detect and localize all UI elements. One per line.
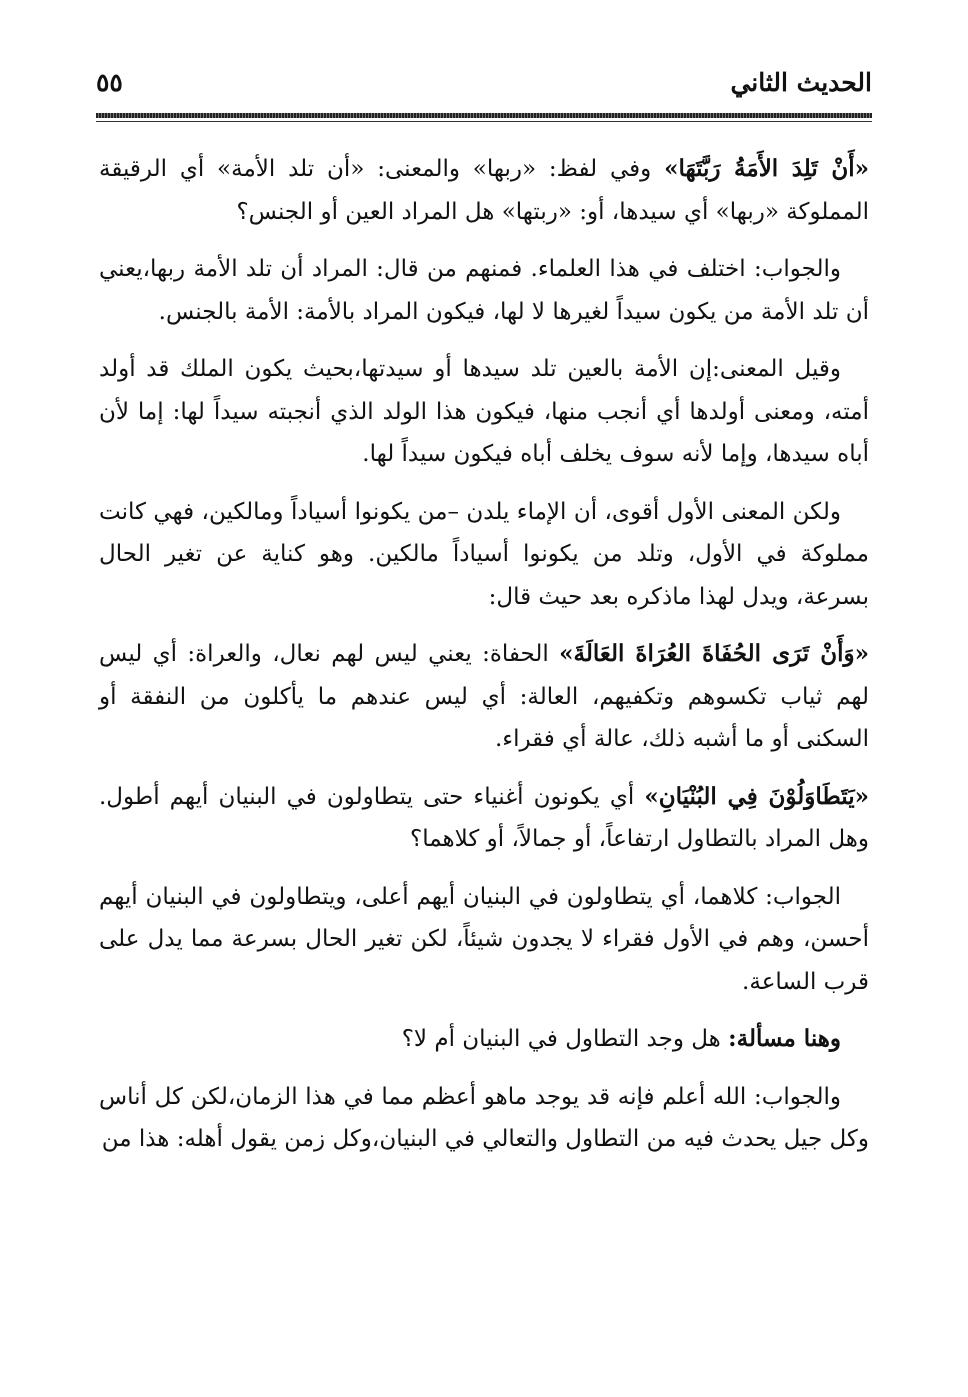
- paragraph-text: الجواب: كلاهما، أي يتطاولون في البنيان أيهم أعلى، ويتطاولون في البنيان أيهم أحسن، وهم في الأول فقراء لا يجدون شيئاً، لكن تغير الحال بسرعة مما يدل على قرب الساعة.: [99, 883, 869, 995]
- paragraph-text: الحفاة: يعني ليس لهم نعال، والعراة: أي ليس لهم ثياب تكسوهم وتكفيهم، العالة: أي ليس عندهم ما يأكلون من النفقة أو السكنى أو ما أشبه ذلك، عالة أي فقراء.: [99, 641, 869, 752]
- paragraph-text: والجواب: الله أعلم فإنه قد يوجد ماهو أعظم مما في هذا الزمان،لكن كل أناس وكل جيل يحدث فيه من التطاول والتعالي في البنيان،وكل زمن يقول أهله: هذا من: [99, 1083, 869, 1152]
- header-rule-thin: [96, 121, 872, 122]
- paragraph: [99, 776, 869, 861]
- paragraph: [99, 1018, 869, 1061]
- paragraph-text: هل وجد التطاول في البنيان أم لا؟: [401, 1026, 729, 1052]
- paragraph: [99, 148, 869, 233]
- paragraph: [99, 248, 869, 333]
- paragraph-text: أي يكونون أغنياء حتى يتطاولون في البنيان أيهم أطول. وهل المراد بالتطاول ارتفاعاً، أو جمالاً، أو كلاهما؟: [99, 783, 869, 852]
- paragraph-text: وفي لفظ: «ربها» والمعنى: «أن تلد الأمة» أي الرقيقة المملوكة «ربها» أي سيدها، أو: «ربتها» هل المراد العين أو الجنس؟: [99, 156, 869, 225]
- paragraph: [99, 348, 869, 476]
- hadith-quote: «أَنْ تَلِدَ الأَمَةُ رَبَّتَهَا»: [664, 155, 870, 182]
- paragraph: [99, 491, 869, 619]
- header-rule-thick: [96, 113, 872, 118]
- paragraph-text: وقيل المعنى:إن الأمة بالعين تلد سيدها أو سيدتها،بحيث يكون الملك قد أولد أمته، ومعنى أولدها أي أنجب منها، فيكون هذا الولد الذي أنجبته سيداً لها: إما لأن أباه سيدها، وإما لأنه سوف يخلف أباه فيكون سيداً لها.: [99, 356, 869, 467]
- paragraph-text: ولكن المعنى الأول أقوى، أن الإماء يلدن –من يكونوا أسياداً ومالكين، فهي كانت مملوكة في الأول، وتلد من يكونوا أسياداً مالكين. وهو كناية عن تغير الحال بسرعة، ويدل لهذا ماذكره بعد حيث قال:: [99, 498, 869, 610]
- paragraph-text: والجواب: اختلف في هذا العلماء. فمنهم من قال: المراد أن تلد الأمة ربها،يعني أن تلد الأمة من يكون سيداً لغيرها لا لها، فيكون المراد بالأمة: الأمة بالجنس.: [99, 256, 869, 325]
- running-title: الحديث الثاني: [730, 68, 872, 97]
- paragraph: [99, 1076, 869, 1161]
- hadith-quote: «وَأَنْ تَرَى الحُفَاةَ العُرَاةَ العَالَةَ»: [559, 640, 869, 667]
- hadith-quote: «يَتَطَاوَلُوْنَ فِي البُنْيَانِ»: [644, 782, 869, 810]
- page-number: ٥٥: [96, 68, 123, 97]
- page-header: [96, 68, 872, 108]
- paragraph: [99, 633, 869, 761]
- issue-label: وهنا مسألة:: [728, 1025, 841, 1052]
- body-text: [99, 148, 869, 1176]
- paragraph: [99, 876, 869, 1004]
